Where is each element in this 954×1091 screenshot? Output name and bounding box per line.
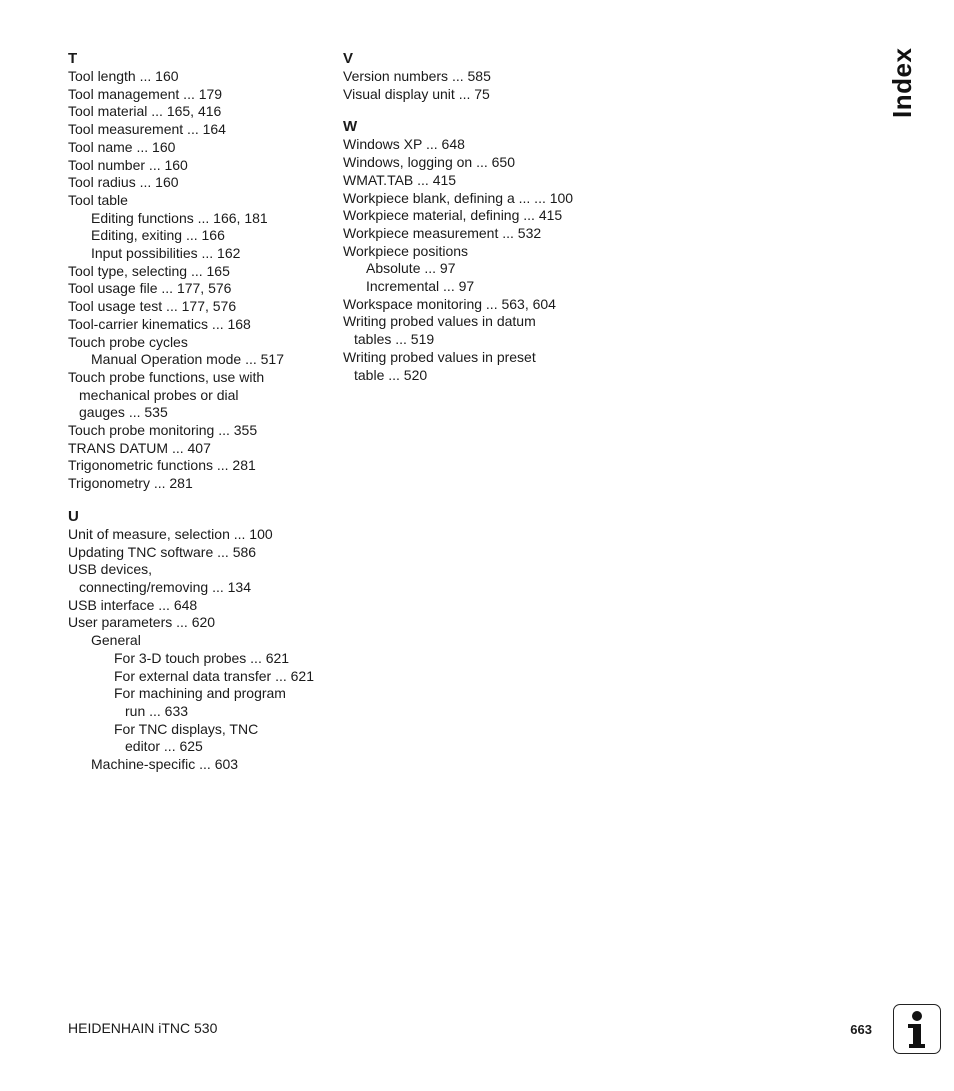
index-entry-text: For 3-D touch probes ... 621 [114,649,290,666]
index-entry-text: WMAT.TAB ... 415 [343,171,457,188]
index-entry [68,192,338,210]
index-entry-continuation: connecting/removing ... 134 [79,578,251,595]
index-entry-text: Machine-specific ... 603 [91,756,239,773]
index-entry-text: Visual display unit ... 75 [343,85,490,102]
index-entry [343,313,613,348]
index-entry [68,561,338,596]
index-entry-text: Workpiece measurement ... 532 [343,224,542,241]
index-entry [68,68,338,86]
index-entry [343,207,613,225]
index-entry-text: TRANS DATUM ... 407 [68,439,211,456]
index-entry-continuation: run ... 633 [125,702,189,719]
index-entry-continuation: mechanical probes or dial [79,386,239,403]
index-entry [68,139,338,157]
index-entry [68,475,338,493]
index-entry-text: Absolute ... 97 [366,260,456,277]
index-entry [343,225,613,243]
section-letter: W [343,118,358,136]
index-entry-text: Workspace monitoring ... 563, 604 [343,295,556,312]
index-entry-text: Tool length ... 160 [68,68,179,84]
index-entry [68,245,338,263]
index-entry [68,174,338,192]
index-entry [68,632,338,650]
index-entry-text: For TNC displays, TNC [114,720,259,737]
index-entry [68,334,338,352]
page-number: 663 [850,1022,872,1037]
index-entry [343,172,613,190]
index-entry-text: Tool type, selecting ... 165 [68,262,230,279]
index-entry-text: General [91,632,141,649]
index-entry [343,296,613,314]
index-section [68,49,338,493]
index-entry-continuation: editor ... 625 [125,738,203,755]
index-entry-continuation: tables ... 519 [354,331,435,348]
index-entry-text: Incremental ... 97 [366,278,475,295]
index-entry-text: Windows XP ... 648 [343,136,465,153]
index-column-right [343,49,613,398]
index-entry-text: For external data transfer ... 621 [114,667,314,684]
index-entry-text: User parameters ... 620 [68,614,216,631]
index-column-left [68,49,338,788]
index-entry-text: Windows, logging on ... 650 [343,154,515,171]
index-entry-text: Unit of measure, selection ... 100 [68,525,273,542]
index-entry [68,369,338,422]
index-entry-text: Touch probe functions, use with [68,368,265,385]
index-entry [68,756,338,774]
index-entry [343,260,613,278]
index-entry-text: Tool usage test ... 177, 576 [68,298,237,315]
index-entry-text: Tool measurement ... 164 [68,121,226,138]
index-entry-text: Tool material ... 165, 416 [68,103,222,120]
index-entry [68,544,338,562]
info-icon [893,1004,941,1054]
index-entry [68,422,338,440]
footer-product-name: HEIDENHAIN iTNC 530 [68,1020,218,1036]
section-letter: T [68,50,78,67]
index-entry-text: Manual Operation mode ... 517 [91,351,285,368]
index-entry-text: Tool table [68,191,128,208]
section-letter: V [343,50,354,67]
index-entry-text: Tool usage file ... 177, 576 [68,280,232,297]
index-entry-text: Tool-carrier kinematics ... 168 [68,315,251,332]
index-entry-text: Workpiece blank, defining a ... ... 100 [343,189,574,206]
index-entry-text: Workpiece positions [343,242,469,259]
index-entry [68,721,338,756]
index-entry-text: USB interface ... 648 [68,596,198,613]
section-letter: U [68,507,79,525]
index-entry [68,103,338,121]
index-entry-text: Writing probed values in preset [343,348,536,365]
index-entry [68,280,338,298]
index-entry-continuation: table ... 520 [354,366,428,383]
index-entry-text: Touch probe monitoring ... 355 [68,422,258,439]
index-entry [68,351,338,369]
index-entry-text: Tool name ... 160 [68,138,176,155]
index-entry-text: Tool radius ... 160 [68,174,179,191]
index-entry [68,668,338,686]
index-entry [343,68,613,86]
index-entry [68,316,338,334]
index-entry-continuation: gauges ... 535 [79,404,168,421]
index-entry [343,278,613,296]
index-entry [68,440,338,458]
index-entry-text: Workpiece material, defining ... 415 [343,207,563,224]
index-entry [343,86,613,104]
index-entry [343,136,613,154]
index-section [343,117,613,384]
index-entry [68,597,338,615]
index-entry-text: Editing functions ... 166, 181 [91,209,268,226]
index-entry [343,243,613,261]
index-entry-text: Touch probe cycles [68,333,188,350]
index-entry-text: USB devices, [68,561,153,578]
index-entry [68,227,338,245]
index-entry [343,349,613,384]
index-entry-text: Version numbers ... 585 [343,68,491,84]
index-entry-text: For machining and program [114,685,286,702]
index-entry [68,157,338,175]
index-entry-text: Writing probed values in datum [343,313,536,330]
index-entry [68,86,338,104]
index-entry-text: Editing, exiting ... 166 [91,227,225,244]
index-entry [68,526,338,544]
index-entry-text: Updating TNC software ... 586 [68,543,257,560]
index-entry-text: Trigonometry ... 281 [68,475,193,492]
index-entry [68,263,338,281]
index-side-title: Index [887,47,917,118]
index-entry [68,298,338,316]
index-section [68,507,338,774]
index-entry [343,190,613,208]
index-entry-text: Input possibilities ... 162 [91,245,241,262]
index-entry [68,685,338,720]
index-entry [68,614,338,632]
index-entry [68,650,338,668]
index-entry [68,457,338,475]
index-entry [68,121,338,139]
index-entry [68,210,338,228]
index-section [343,49,613,103]
index-entry-text: Tool number ... 160 [68,156,188,173]
index-entry [343,154,613,172]
index-entry-text: Trigonometric functions ... 281 [68,457,256,474]
index-entry-text: Tool management ... 179 [68,85,223,102]
